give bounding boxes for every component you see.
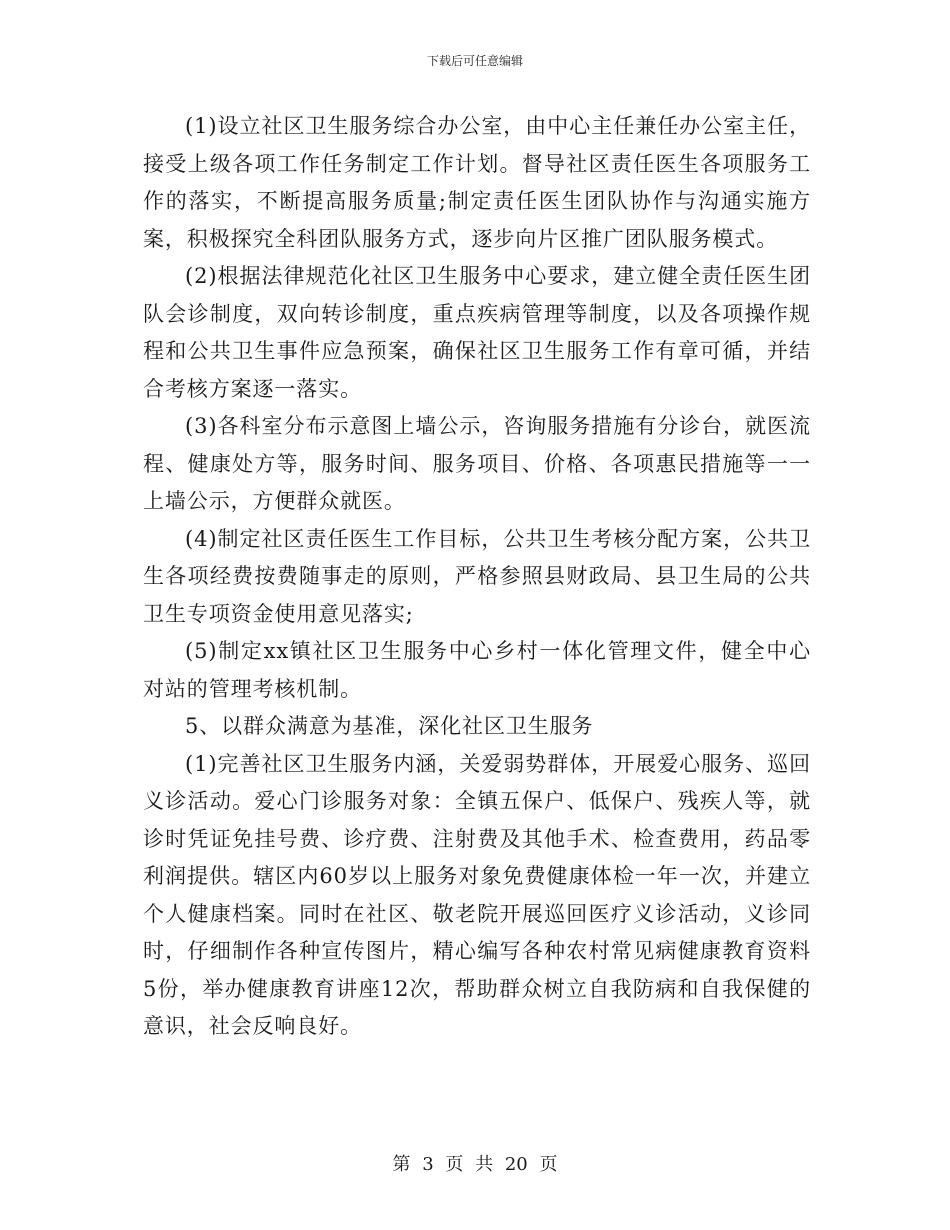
paragraph: (4)制定社区责任医生工作目标，公共卫生考核分配方案，公共卫生各项经费按费随事走的原则，严格参照县财政局、县卫生局的公共卫生专项资金使用意见落实; (143, 526, 811, 626)
paragraph: (2)根据法律规范化社区卫生服务中心要求，建立健全责任医生团队会诊制度，双向转诊制度，重点疾病管理等制度，以及各项操作规程和公共卫生事件应急预案，确保社区卫生服务工作有章可循，并结合考核方案逐一落实。 (143, 264, 811, 401)
page-header: 下载后可任意编辑 (426, 54, 523, 68)
document-body (143, 108, 811, 1046)
paragraph: (1)完善社区卫生服务内涵，关爱弱势群体，开展爱心服务、巡回义诊活动。爱心门诊服务对象：全镇五保户、低保户、残疾人等，就诊时凭证免挂号费、诊疗费、注射费及其他手术、检查费用，药品零利润提供。辖区内60岁以上服务对象免费健康体检一年一次，并建立个人健康档案。同时在社区、敬老院开展巡回医疗义诊活动，义诊同时，仔细制作各种宣传图片，精心编写各种农村常见病健康教育资料5份，举办健康教育讲座12次，帮助群众树立自我防病和自我保健的意识，社会反响良好。 (143, 751, 811, 1038)
paragraph: (3)各科室分布示意图上墙公示，咨询服务措施有分诊台，就医流程、健康处方等，服务时间、服务项目、价格、各项惠民措施等一一上墙公示，方便群众就医。 (143, 414, 811, 513)
section-heading: 5、以群众满意为基准，深化社区卫生服务 (185, 714, 594, 738)
page-number: 第 3 页 共 20 页 (392, 1154, 558, 1175)
paragraph: (5)制定xx镇社区卫生服务中心乡村一体化管理文件，健全中心对站的管理考核机制。 (143, 639, 811, 701)
paragraph: (1)设立社区卫生服务综合办公室，由中心主任兼任办公室主任，接受上级各项工作任务制定工作计划。督导社区责任医生各项服务工作的落实，不断提高服务质量;制定责任医生团队协作与沟通实施方案，积极探究全科团队服务方式，逐步向片区推广团队服务模式。 (143, 114, 811, 251)
